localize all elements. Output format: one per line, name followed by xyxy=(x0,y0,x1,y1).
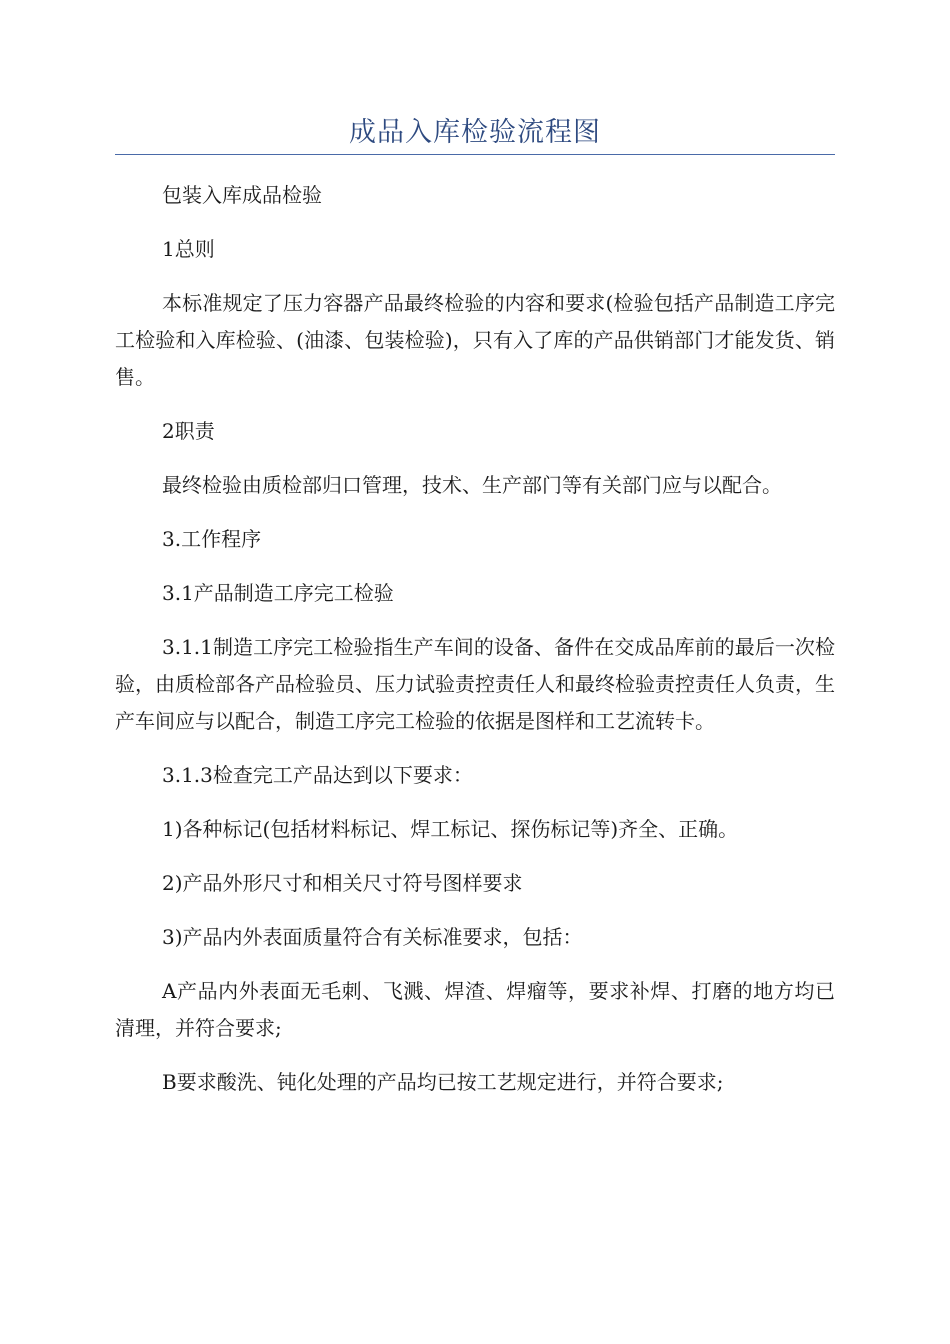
paragraph-3-1-3: 3.1.3检查完工产品达到以下要求： xyxy=(162,763,473,787)
heading-responsibilities: 2职责 xyxy=(162,419,215,443)
paragraph-responsibilities: 最终检验由质检部归口管理，技术、生产部门等有关部门应与以配合。 xyxy=(162,473,782,497)
paragraph-3-1-1: 3.1.1制造工序完工检验指生产车间的设备、备件在交成品库前的最后一次检验，由质检部各产品检验员、压力试验责控责任人和最终检验责控责任人负责，生产车间应与以配合，制造工序完工检验的依据是图样和工艺流转卡。 xyxy=(115,635,835,733)
document-title: 成品入库检验流程图 xyxy=(349,117,601,148)
list-item-1: 1)各种标记(包括材料标记、焊工标记、探伤标记等)齐全、正确。 xyxy=(162,817,739,841)
title-underline xyxy=(115,154,835,155)
list-item-2: 2)产品外形尺寸和相关尺寸符号图样要求 xyxy=(162,871,523,895)
heading-3-1: 3.1产品制造工序完工检验 xyxy=(162,581,394,605)
heading-packaging-inspection: 包装入库成品检验 xyxy=(162,183,322,207)
document-body xyxy=(115,177,835,1101)
heading-procedure: 3.工作程序 xyxy=(162,527,262,551)
heading-general: 1总则 xyxy=(162,237,215,261)
paragraph-scope: 本标准规定了压力容器产品最终检验的内容和要求(检验包括产品制造工序完工检验和入库检验、(油漆、包装检验)，只有入了库的产品供销部门才能发货、销售。 xyxy=(115,291,835,389)
document-page xyxy=(115,0,835,1118)
list-item-a: A产品内外表面无毛刺、飞溅、焊渣、焊瘤等，要求补焊、打磨的地方均已清理，并符合要求; xyxy=(115,979,835,1040)
list-item-3: 3)产品内外表面质量符合有关标准要求，包括： xyxy=(162,925,583,949)
list-item-b: B要求酸洗、钝化处理的产品均已按工艺规定进行，并符合要求; xyxy=(162,1070,724,1094)
